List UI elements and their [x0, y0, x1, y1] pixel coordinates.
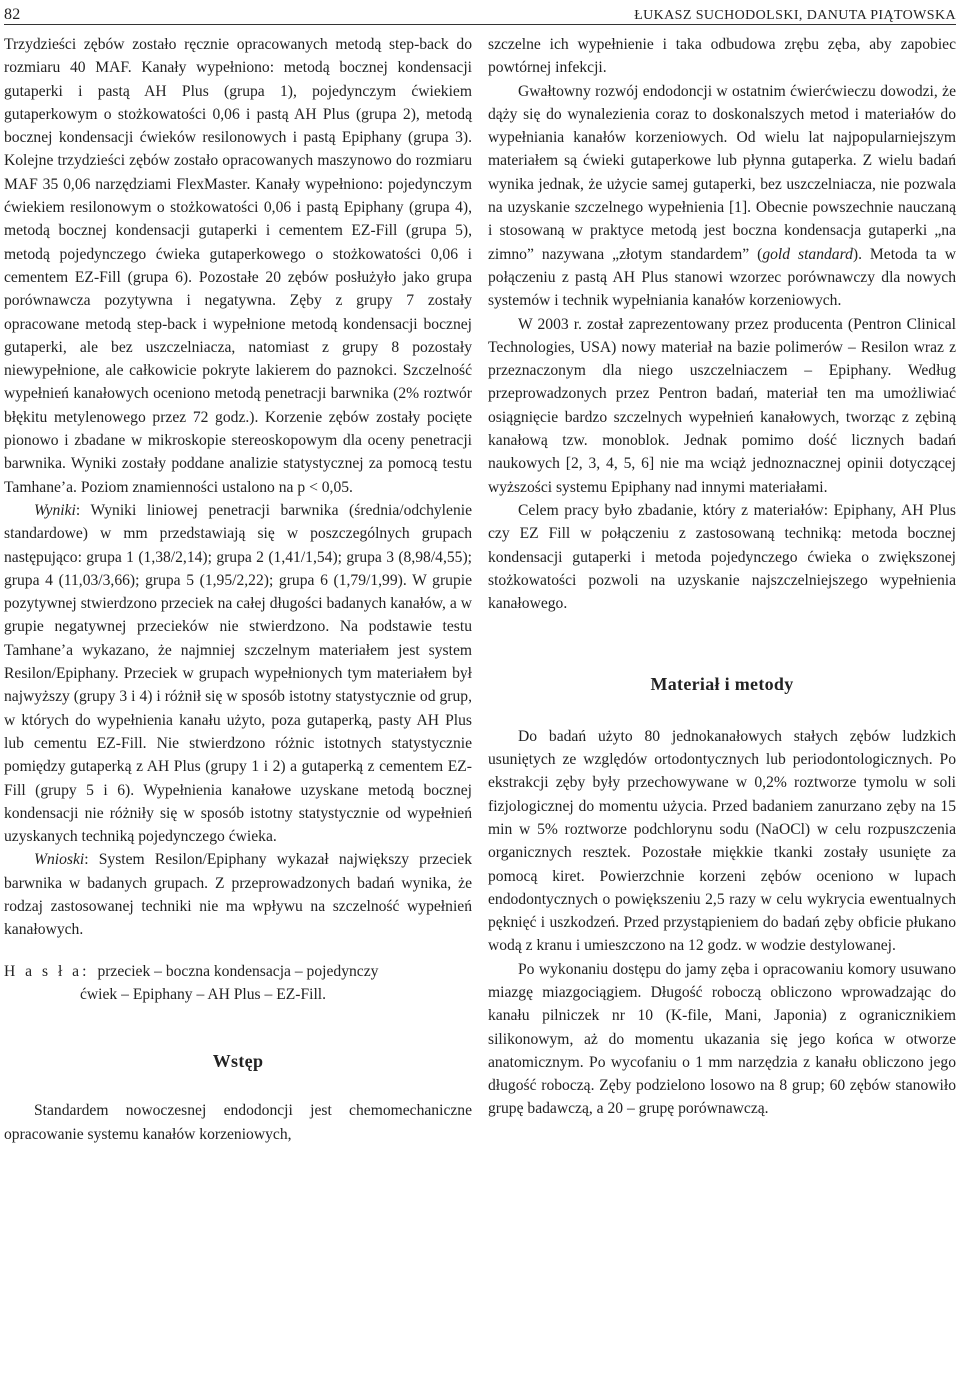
abstract-results-paragraph: [4, 499, 472, 848]
intro-paragraph: Standardem nowoczesnej endodoncji jest chemomechaniczne opracowanie systemu kanałów korzeniowych,: [4, 1102, 472, 1143]
intro-paragraph-2: [488, 80, 956, 313]
left-column: [4, 33, 472, 1383]
page-number: 82: [4, 6, 21, 23]
keywords-label: H a s ł a:: [4, 962, 90, 980]
running-head-authors: ŁUKASZ SUCHODOLSKI, DANUTA PIĄTOWSKA: [634, 8, 956, 23]
intro-p2-text-b: ). Metoda ta w połączeniu z pastą AH Plus stanowi wzorzec porównawczy dla nowych systemów i technik wypełniania kanałów korzeniowych.: [488, 245, 956, 310]
methods-paragraph-1: Do badań użyto 80 jednokanałowych stałych zębów ludzkich usuniętych ze względów ortodontycznych lub periodontologicznych. Po ekstrakcji zęby były przechowywane w 0,2% roztworze tymolu w soli fizjologicznej do momentu użycia. Przed badaniem zanurzano zęby na 15 min w 5% roztworze podchlorynu sodu (NaOCl) w celu rozpuszczenia organicznych resztek. Pozostałe miękkie tkanki zostały usunięte za pomocą kiret. Powierzchnie korzeni zębów oceniono w lupach endodontycznych o powiększeniu 2,5 razy w celu wykrycia ewentualnych pęknięć i uszkodzeń. Przed przystąpieniem do badań zęby obficie płukano wodą z kranu i umieszczono na 12 godz. w wodzie destylowanej.: [488, 727, 956, 955]
text-columns: [4, 33, 956, 1383]
conclusions-label: Wnioski: [34, 851, 85, 869]
keywords-block: [4, 960, 472, 983]
results-label: Wyniki: [34, 501, 76, 519]
keywords-text: [97, 960, 378, 983]
methods-heading: Materiał i metody: [650, 674, 794, 695]
abstract-conclusions-paragraph: [4, 848, 472, 941]
right-column: [488, 33, 956, 1383]
keywords-line-2: ćwiek – Epiphany – AH Plus – EZ-Fill.: [80, 985, 327, 1003]
intro-paragraph-3: W 2003 r. został zaprezentowany przez producenta (Pentron Clinical Technologies, USA) nowy materiał na bazie polimerów – Resilon wraz z przeznaczonym dla niego uszczelniaczem – Epiphany. Według przeprowadzonych przez Pentron badań, materiał ten ma umożliwiać osiągnięcie bardzo szczelnych wypełnień kanałowych, tworząc z zębiną kanałową tzw. monoblok. Jednak pomimo dość licznych badań naukowych [2, 3, 4, 5, 6] nie ma wciąż jednoznacznej opinii dotyczącej wyższości systemu Epiphany nad innymi materiałami.: [488, 315, 956, 496]
intro-continuation-paragraph: szczelne ich wypełnienie i taka odbudowa zrębu zęba, aby zapobiec powtórnej infekcji.: [488, 36, 956, 77]
gold-standard-term: gold standard: [762, 245, 853, 263]
running-header: [4, 0, 956, 25]
intro-paragraph-4: Celem pracy było zbadanie, który z materiałów: Epiphany, AH Plus czy EZ Fill w połączeniu z zastosowaną techniką: metoda bocznej kondensacji gutaperki i metoda pojedynczego ćwieka o zwiększonej stożkowatości pozwoli na uzyskanie najszczelniejszego wypełnienia kanałowego.: [488, 501, 956, 613]
intro-heading: Wstęp: [212, 1051, 264, 1072]
intro-p2-text-a: Gwałtowny rozwój endodoncji w ostatnim ćwierćwieczu dowodzi, że dąży się do wynalezienia coraz to doskonalszych metod i materiałów do wypełniania kanałów korzeniowych. Od wielu lat najpopularniejszym materiałem są ćwieki gutaperkowe lub płynna gutaperka. Z wielu badań wynika jednak, że użycie samej gutaperki, bez uszczelniacza, nie pozwala na uzyskanie szczelnego wypełnienia [1]. Obecnie powszechnie nauczaną i stosowaną w praktyce metodą jest boczna kondensacja gutaperki „na zimno” nazywana „złotym standardem” (: [488, 82, 956, 263]
results-text: : Wyniki liniowej penetracji barwnika (średnia/odchylenie standardowe) w mm przedstawiają się w poszczególnych grupach następująco: grupa 1 (1,38/2,14); grupa 2 (1,41/1,54); grupa 3 (8,98/4,55); grupa 4 (11,03/3,66); grupa 5 (1,95/2,22); grupa 6 (1,79/1,99). W grupie pozytywnej stwierdzono przeciek na całej długości badanych kanałów, a w grupie negatywnej przecieków nie stwierdzono. Na podstawie testu Tamhane’a wykazano, że najmniej szczelnym materiałem jest system Resilon/Epiphany. Przeciek w grupach wypełnionych tym materiałem był najwyższy (grupy 3 i 4) i różnił się w sposób istotny statystycznie od grup, w których do wypełnienia kanału użyto, poza gutaperką, pasty AH Plus lub cementu EZ-Fill. Nie stwierdzono różnic istotnych statystycznie pomiędzy gutaperką z AH Plus (grupy 1 i 2) a gutaperką z cementem EZ-Fill (grupy 5 i 6). Wypełnienia kanałowe uzyskane metodą bocznej kondensacji nie różniły się w sposób istotny statystycznie od wypełnień uzyskanych techniką pojedynczego ćwieka.: [4, 501, 472, 846]
conclusions-text: : System Resilon/Epiphany wykazał największy przeciek barwnika w badanych grupach. Z przeprowadzonych badań wynika, że rodzaj zastosowanej techniki nie ma wpływu na szczelność wypełnień kanałowych.: [4, 851, 472, 939]
keywords-line-1: przeciek – boczna kondensacja – pojedynczy: [97, 962, 379, 980]
methods-paragraph-2: Po wykonaniu dostępu do jamy zęba i opracowaniu komory usuwano miazgę miazgociągiem. Długość roboczą obliczono wprowadzając do kanału pilniczek nr 10 (K-file, Mani, Japonia) z ogranicznikiem silikonowym, aż do momentu ukazania się jego końca w otworze anatomicznym. Po wycofaniu o 1 mm narzędzia z kanału obliczono jego długość roboczą. Zęby podzielono losowo na 8 grup; 60 zębów stanowiło grupę badawczą, a 20 – grupę porównawczą.: [488, 960, 956, 1118]
abstract-methods-paragraph: Trzydzieści zębów zostało ręcznie opracowanych metodą step-back do rozmiaru 40 MAF. Kanały wypełniono: metodą bocznej kondensacji gutaperki i pastą AH Plus (grupa 1), pojedynczym ćwiekiem gutaperkowym o stożkowatości 0,06 i pastą AH Plus (grupa 2), metodą bocznej kondensacji ćwieków resilonowych i pastą Epiphany (grupa 3). Kolejne trzydzieści zębów zostało opracowanych maszynowo do rozmiaru MAF 35 0,06 narzędziami FlexMaster. Kanały wypełniono: pojedynczym ćwiekiem resilonowym o stożkowatości 0,06 i pastą Epiphany (grupa 4), metodą bocznej kondensacji gutaperki i cementem EZ-Fill (grupa 5), metodą pojedynczego ćwieka gutaperkowego o stożkowatości 0,06 i cementem EZ-Fill (grupa 6). Pozostałe 20 zębów posłużyło jako grupa porównawcza pozytywna i negatywna. Zęby z grupy 7 zostały opracowane metodą step-back i wypełnione metodą kondensacji bocznej gutaperki, ale bez uszczelniacza, natomiast z grupy 8 pozostały niewypełnione, ale całkowicie pokryte lakierem do paznokci. Szczelność wypełnień kanałowych oceniono metodą penetracji barwnika (2% roztwór błękitu metylenowego przez 72 godz.). Korzenie zębów zostały pocięte pionowo i zbadane w mikroskopie stereoskopowym dla oceny penetracji barwnika. Wyniki zostały poddane analizie statystycznej za pomocą testu Tamhane’a. Poziom znamienności ustalono na p < 0,05.: [4, 36, 472, 496]
